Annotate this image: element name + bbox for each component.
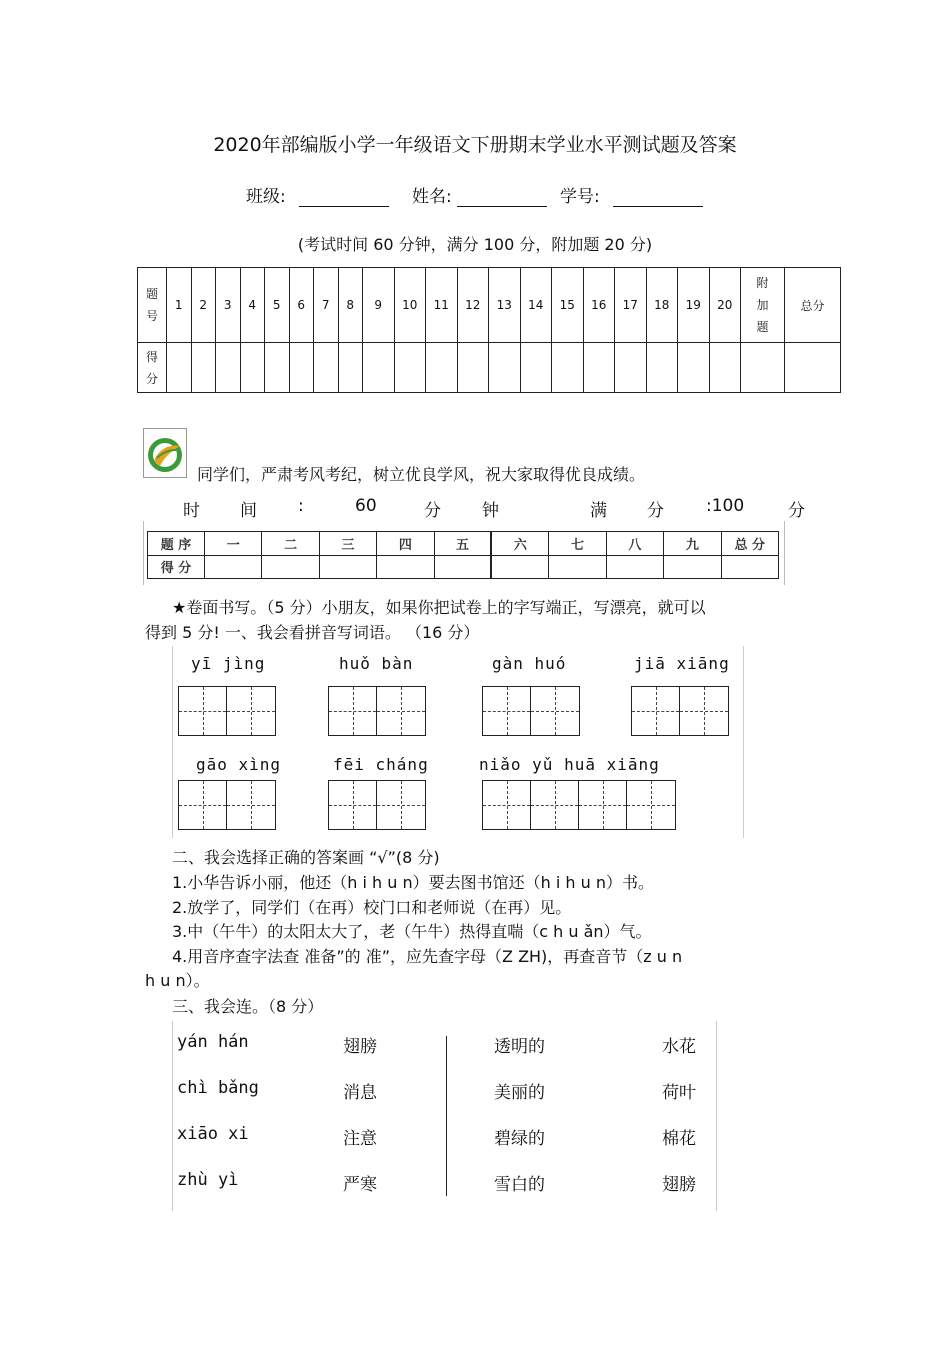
match-pinyin: yán hán	[177, 1032, 249, 1052]
question-number: 16	[583, 268, 615, 343]
question-number: 14	[520, 268, 552, 343]
score-cell[interactable]	[338, 343, 363, 393]
section-header-row	[148, 532, 779, 556]
jian-char: 间	[240, 501, 257, 521]
full-score-value: :100	[706, 496, 745, 516]
section-header: 总 分	[721, 532, 778, 556]
score-cell[interactable]	[583, 343, 615, 393]
fen-char-2: 分	[647, 501, 664, 521]
time-colon: :	[298, 496, 304, 516]
question-number: 13	[489, 268, 521, 343]
score-cell[interactable]	[678, 343, 710, 393]
q2-item-3: 3.中（午牛）的太阳太大了，老（午牛）热得直喘（c h u ǎn）气。	[172, 922, 652, 941]
question-number: 8	[338, 268, 363, 343]
score-table	[137, 267, 841, 393]
section-score-cell[interactable]	[205, 555, 262, 579]
score-cell[interactable]	[314, 343, 339, 393]
writing-grid[interactable]	[631, 686, 729, 736]
section-score-cell[interactable]	[262, 555, 319, 579]
score-cell[interactable]	[216, 343, 241, 393]
section-header: 九	[664, 532, 721, 556]
exam-note: (考试时间 60 分钟，满分 100 分，附加题 20 分)	[297, 235, 653, 254]
score-cell[interactable]	[552, 343, 584, 393]
section-score-table	[147, 531, 779, 579]
score-value-row	[138, 343, 841, 393]
section-header: 题 序	[148, 532, 205, 556]
match-adjective[interactable]: 透明的	[494, 1037, 545, 1057]
section-score-cell[interactable]	[377, 555, 434, 579]
intro-text: 同学们，严肃考风考纪，树立优良学风，祝大家取得优良成绩。	[197, 465, 646, 484]
match-adjective[interactable]: 美丽的	[494, 1083, 545, 1103]
question-number: 17	[615, 268, 647, 343]
writing-grid[interactable]	[328, 686, 426, 736]
section-header: 二	[262, 532, 319, 556]
question-number: 3	[216, 268, 241, 343]
pinyin-prompt: niǎo yǔ huā xiāng	[479, 755, 660, 774]
score-cell[interactable]	[615, 343, 647, 393]
match-pinyin: zhù yì	[177, 1170, 239, 1190]
match-pinyin: xiāo xi	[177, 1124, 249, 1144]
q2-item-4b: h u n）。	[145, 971, 210, 990]
q2-item-1: 1.小华告诉小丽，他还（h i h u n）要去图书馆还（h i h u n）书。	[172, 873, 654, 892]
question-number: 19	[678, 268, 710, 343]
pinyin-prompt: gāo xìng	[196, 755, 282, 774]
writing-grid[interactable]	[328, 780, 426, 830]
score-cell[interactable]	[289, 343, 314, 393]
section-header: 一	[205, 532, 262, 556]
q2-item-4a: 4.用音序查字法查 准备”的 准”，应先查字母（Z ZH)，再查音节（z u n	[172, 947, 683, 966]
fen-char-3: 分	[788, 501, 805, 521]
school-logo-icon	[143, 428, 187, 478]
score-cell[interactable]	[520, 343, 552, 393]
writing-grid[interactable]	[178, 686, 276, 736]
section-score-cell[interactable]	[721, 555, 778, 579]
question-number: 4	[240, 268, 265, 343]
pinyin-prompt: yī jìng	[191, 654, 266, 673]
section-header: 七	[549, 532, 606, 556]
section-score-cell[interactable]	[491, 555, 548, 579]
match-word[interactable]: 严寒	[343, 1175, 377, 1195]
name-field	[412, 182, 547, 207]
pinyin-prompt: fēi cháng	[333, 755, 429, 774]
question-number: 12	[457, 268, 489, 343]
time-char: 时	[183, 501, 200, 521]
writing-grid[interactable]	[482, 686, 580, 736]
question-number: 20	[709, 268, 741, 343]
question-number: 11	[426, 268, 458, 343]
name-label: 姓名:	[412, 187, 452, 207]
score-cell[interactable]	[167, 343, 192, 393]
q3-heading: 三、我会连。（8 分）	[172, 997, 324, 1016]
section-score-label: 得 分	[148, 555, 205, 579]
score-cell[interactable]	[265, 343, 290, 393]
writing-grid[interactable]	[482, 780, 676, 830]
total-label: 总分	[785, 268, 841, 343]
class-label: 班级:	[246, 187, 286, 207]
page-title: 2020年部编版小学一年级语文下册期末学业水平测试题及答案	[213, 134, 737, 156]
question-number: 6	[289, 268, 314, 343]
pinyin-prompt: jiā xiāng	[634, 654, 730, 673]
match-word[interactable]: 消息	[343, 1083, 377, 1103]
score-label: 得 分	[138, 343, 167, 393]
match-adjective[interactable]: 雪白的	[494, 1175, 545, 1195]
section-header: 八	[606, 532, 663, 556]
question-number: 7	[314, 268, 339, 343]
section-header: 六	[491, 532, 548, 556]
question-number: 10	[394, 268, 426, 343]
pinyin-prompt: gàn huó	[492, 654, 567, 673]
question-number: 9	[363, 268, 395, 343]
score-cell[interactable]	[709, 343, 741, 393]
section-score-cell[interactable]	[319, 555, 376, 579]
question-number: 1	[167, 268, 192, 343]
section-score-cell[interactable]	[606, 555, 663, 579]
class-field	[246, 182, 389, 207]
score-cell[interactable]	[240, 343, 265, 393]
section-header: 四	[377, 532, 434, 556]
score-cell[interactable]	[426, 343, 458, 393]
match-noun[interactable]: 棉花	[662, 1129, 696, 1149]
score-cell[interactable]	[191, 343, 216, 393]
section-score-cell[interactable]	[549, 555, 606, 579]
man-char: 满	[590, 501, 607, 521]
score-cell[interactable]	[646, 343, 678, 393]
match-word[interactable]: 注意	[343, 1129, 377, 1149]
match-noun[interactable]: 荷叶	[662, 1083, 696, 1103]
time-value: 60	[355, 496, 377, 516]
match-word[interactable]: 翅膀	[343, 1037, 377, 1057]
score-cell[interactable]	[457, 343, 489, 393]
score-header-row	[138, 268, 841, 343]
section-header: 五	[434, 532, 491, 556]
match-noun[interactable]: 翅膀	[662, 1175, 696, 1195]
q2-heading: 二、我会选择正确的答案画 “√”(8 分)	[172, 848, 440, 867]
id-label: 学号:	[560, 187, 600, 207]
section-score-cell[interactable]	[664, 555, 721, 579]
question-number: 15	[552, 268, 584, 343]
zhong-char: 钟	[482, 501, 499, 521]
score-cell[interactable]	[489, 343, 521, 393]
handwriting-line-1: ★卷面书写。（5 分）小朋友，如果你把试卷上的字写端正，写漂亮，就可以	[172, 598, 706, 617]
pinyin-prompt: huǒ bàn	[339, 654, 414, 673]
class-blank[interactable]	[299, 188, 389, 207]
question-number: 5	[265, 268, 290, 343]
question-no-label: 题 号	[138, 268, 167, 343]
match-pinyin: chì bǎng	[177, 1078, 259, 1098]
id-field	[560, 182, 703, 207]
fen-char: 分	[424, 501, 441, 521]
score-cell[interactable]	[394, 343, 426, 393]
writing-grid[interactable]	[178, 780, 276, 830]
extra-question-label: 附 加 题	[741, 268, 785, 343]
name-blank[interactable]	[457, 188, 547, 207]
q3-divider	[446, 1036, 447, 1196]
section-header: 三	[319, 532, 376, 556]
match-noun[interactable]: 水花	[662, 1037, 696, 1057]
q3-frame	[172, 1021, 717, 1211]
section-score-row	[148, 555, 779, 579]
match-adjective[interactable]: 碧绿的	[494, 1129, 545, 1149]
question-number: 2	[191, 268, 216, 343]
score-cell[interactable]	[741, 343, 785, 393]
q2-item-2: 2.放学了，同学们（在再）校门口和老师说（在再）见。	[172, 898, 572, 917]
id-blank[interactable]	[613, 188, 703, 207]
handwriting-line-2: 得到 5 分! 一、我会看拼音写词语。 （16 分）	[145, 623, 480, 642]
question-number: 18	[646, 268, 678, 343]
section-score-cell[interactable]	[434, 555, 491, 579]
score-cell[interactable]	[363, 343, 395, 393]
score-cell[interactable]	[785, 343, 841, 393]
